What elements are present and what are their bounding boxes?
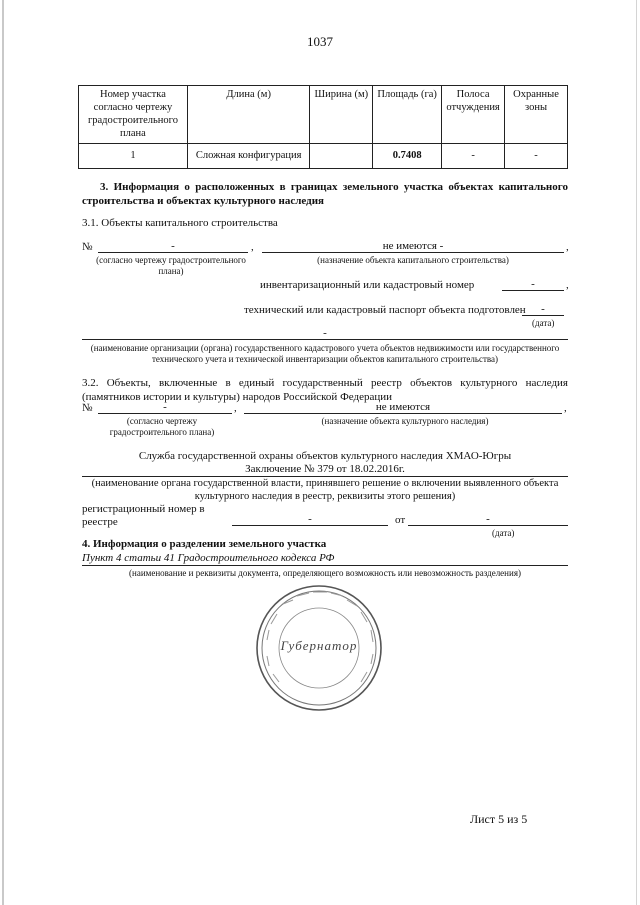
registry-date: - xyxy=(408,513,568,526)
section4-document: Пункт 4 статьи 41 Градостроительного кодекса РФ xyxy=(82,552,335,564)
section31-title: 3.1. Объекты капитального строительства xyxy=(82,217,278,229)
seal-text: Губернатор xyxy=(280,638,358,653)
section32-caption-plan: (согласно чертежу градостроительного плана) xyxy=(109,416,215,437)
section3-title: 3. Информация о расположенных в границах земельного участка объектах капитального строительства и объектах культурного наследия xyxy=(82,181,568,207)
cell-protected-zones: - xyxy=(505,143,568,168)
comma-4: , xyxy=(234,402,237,414)
registry-from-label: от xyxy=(395,514,406,526)
section31-number-sign: № xyxy=(82,241,93,253)
authority-line-1: Служба государственной охраны объектов культурного наследия ХМАО-Югры xyxy=(138,450,512,462)
scan-edge-left xyxy=(2,0,4,905)
table-row xyxy=(79,143,568,168)
authority-line-2: Заключение № 379 от 18.02.2016г. xyxy=(245,463,405,475)
inventory-number: - xyxy=(502,278,564,291)
section31-object-purpose: не имеются - xyxy=(262,240,564,253)
section4-underline xyxy=(82,565,568,566)
passport-label: технический или кадастровый паспорт объекта подготовлен xyxy=(244,304,526,316)
registry-number: - xyxy=(232,513,388,526)
official-seal xyxy=(253,582,385,714)
col-header-protected-zones: Охранные зоны xyxy=(505,86,568,144)
col-header-plot-number: Номер участка согласно чертежу градостроительного плана xyxy=(79,86,188,144)
cell-width xyxy=(310,143,373,168)
cell-right-of-way: - xyxy=(442,143,505,168)
comma-5: , xyxy=(564,402,567,414)
cadastral-org-caption: (наименование организации (органа) государственного кадастрового учета объектов недвижимости или государственного технического учета и технической инвентаризации объектов капитального строительства) xyxy=(90,343,560,364)
section4-caption: (наименование и реквизиты документа, определяющего возможность или невозможность разделения) xyxy=(129,568,521,578)
scan-edge-right xyxy=(636,0,637,905)
cell-area: 0.7408 xyxy=(373,143,442,168)
plot-table xyxy=(78,85,568,169)
sheet-counter: Лист 5 из 5 xyxy=(470,812,528,826)
comma-2: , xyxy=(566,241,569,253)
section32-number-sign: № xyxy=(82,402,93,414)
col-header-area: Площадь (га) xyxy=(373,86,442,144)
registry-date-caption: (дата) xyxy=(492,528,515,538)
section32-title: 3.2. Объекты, включенные в единый государственный реестр объектов культурного наследия (памятников истории и культуры) народов Российской Федерации xyxy=(82,377,568,403)
authority-caption: (наименование органа государственной власти, принявшего решение о включении выявленного объекта культурного наследия в реестр, реквизиты этого решения) xyxy=(91,478,559,502)
registry-label-1: регистрационный номер в xyxy=(82,503,205,515)
section32-caption-object: (назначение объекта культурного наследия) xyxy=(321,416,489,426)
registry-label-2: реестре xyxy=(82,516,118,528)
inventory-label: инвентаризационный или кадастровый номер xyxy=(260,279,475,291)
comma-3: , xyxy=(566,279,569,291)
section32-plan-number: - xyxy=(98,401,232,414)
section31-plan-number: - xyxy=(98,240,248,253)
col-header-length: Длина (м) xyxy=(187,86,310,144)
cadastral-org: - xyxy=(82,327,568,340)
page-number: 1037 xyxy=(307,34,333,49)
section4-title: 4. Информация о разделении земельного участка xyxy=(82,538,327,550)
section31-caption-object: (назначение объекта капитального строительства) xyxy=(317,255,509,265)
col-header-right-of-way: Полоса отчуждения xyxy=(442,86,505,144)
cell-length: Сложная конфигурация xyxy=(187,143,310,168)
passport-date: - xyxy=(522,303,564,316)
section32-object-purpose: не имеются xyxy=(244,401,562,414)
comma-1: , xyxy=(251,241,254,253)
plot-table-header xyxy=(79,86,568,144)
section31-caption-plan: (согласно чертежу градостроительного плана) xyxy=(96,255,246,276)
passport-date-caption: (дата) xyxy=(532,318,555,328)
cell-plot-number: 1 xyxy=(79,143,188,168)
col-header-width: Ширина (м) xyxy=(310,86,373,144)
